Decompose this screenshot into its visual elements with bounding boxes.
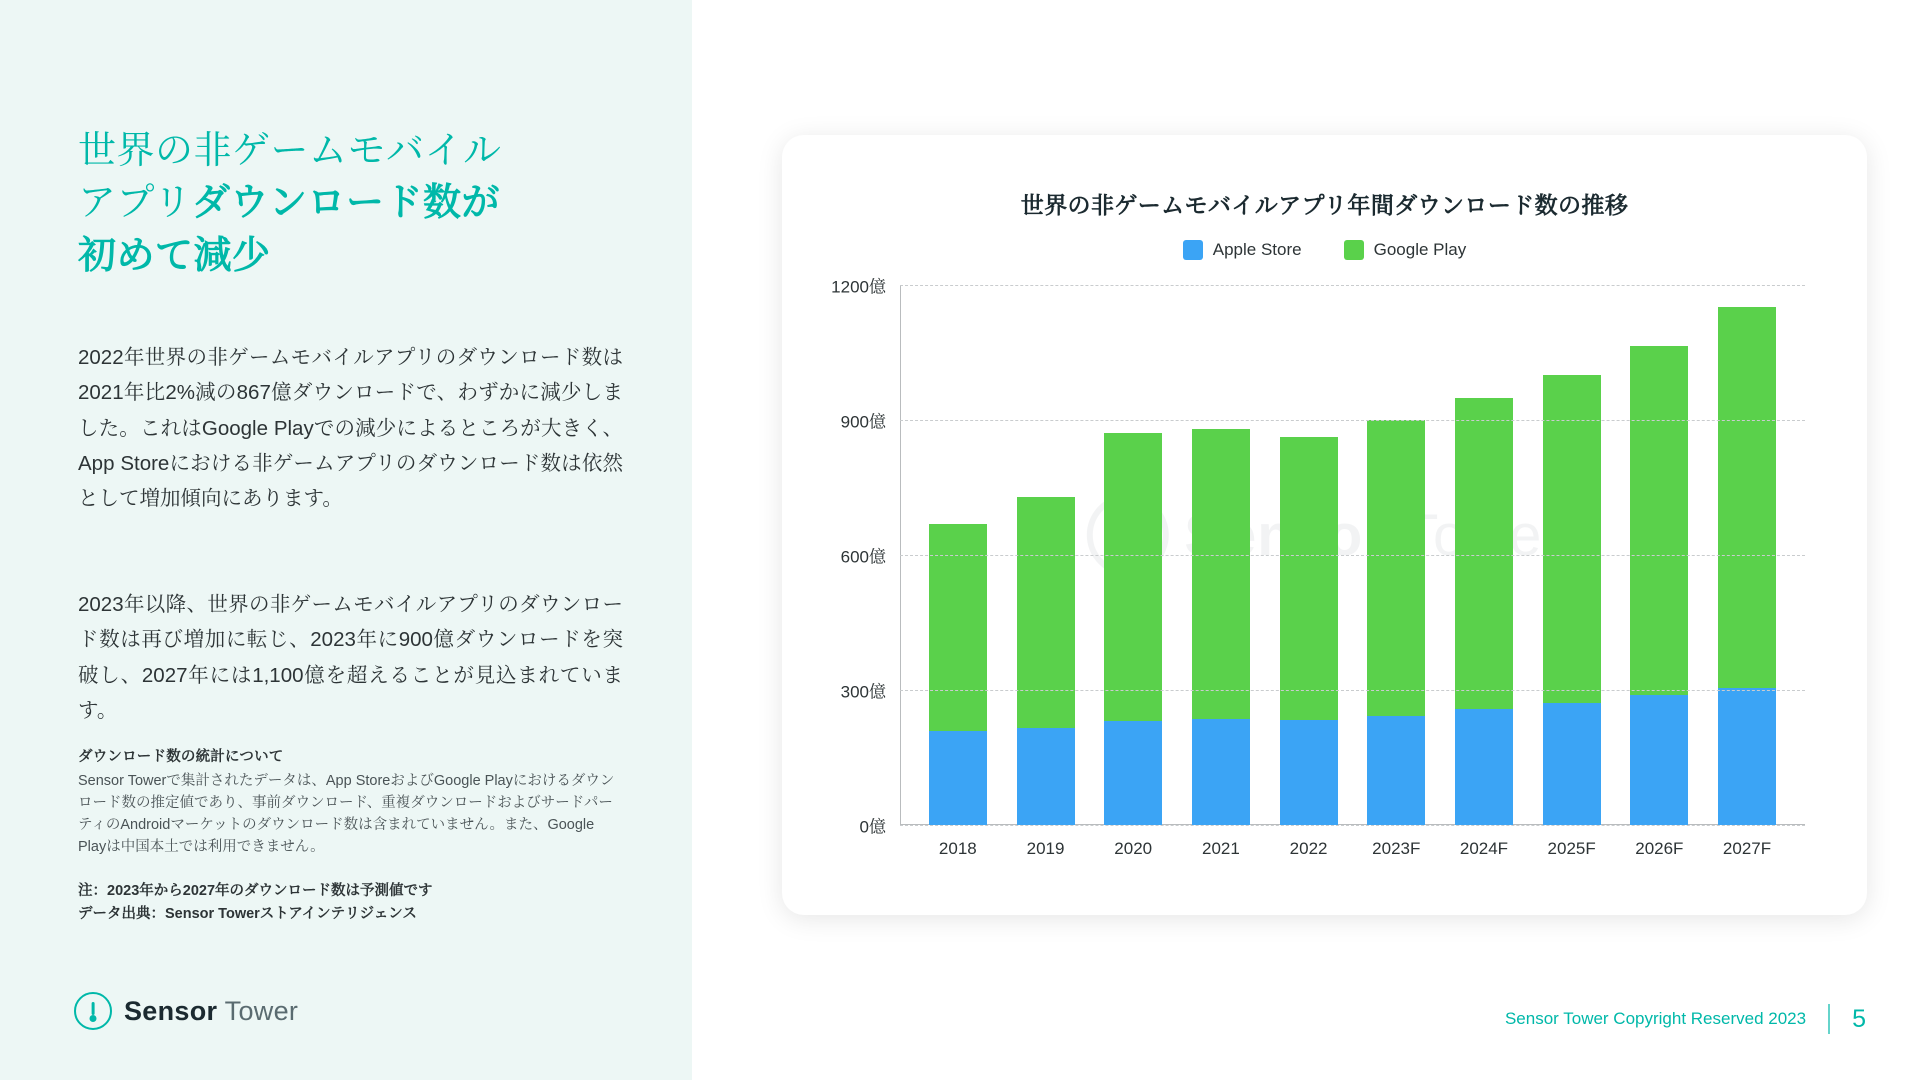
chart-legend	[782, 240, 1867, 260]
legend-swatch-icon	[1344, 240, 1364, 260]
data-source-line: データ出典：Sensor Towerストアインテリジェンス	[78, 906, 417, 923]
x-axis-tick-label: 2021	[1201, 839, 1240, 858]
forecast-note	[78, 880, 623, 926]
gridline	[900, 285, 1805, 286]
chart-plot-area	[831, 277, 1805, 858]
legend-item[interactable]	[1344, 240, 1467, 260]
bar-segment-google-play[interactable]	[1630, 346, 1688, 696]
legend-swatch-icon	[1183, 240, 1203, 260]
bar-segment-google-play[interactable]	[1455, 398, 1513, 709]
headline-line-3: 初めて減少	[78, 234, 271, 277]
gridline	[900, 555, 1805, 556]
x-axis-tick-label: 2025F	[1547, 839, 1596, 858]
legend-item[interactable]	[1183, 240, 1302, 260]
headline-line-2-light: アプリ	[78, 182, 192, 225]
x-axis-tick-label: 2020	[1114, 839, 1153, 858]
y-axis-tick-label: 600億	[840, 547, 886, 567]
page-title	[78, 125, 638, 282]
logo-text-bold: Sensor	[124, 995, 218, 1026]
x-axis-tick-label: 2026F	[1635, 839, 1684, 858]
bar-segment-apple-store[interactable]	[1630, 695, 1688, 825]
x-axis-tick-label: 2027F	[1722, 839, 1772, 858]
y-axis-tick-label: 1200億	[831, 277, 886, 297]
x-axis-tick-label: 2018	[938, 839, 977, 858]
x-axis-tick-label: 2022	[1289, 839, 1328, 858]
sensor-tower-logo	[74, 992, 298, 1030]
chart-title: 世界の非ゲームモバイルアプリ年間ダウンロード数の推移	[1020, 192, 1629, 218]
chart-card	[782, 135, 1867, 915]
footer-divider	[1828, 1004, 1830, 1034]
bar-segment-apple-store[interactable]	[1017, 728, 1075, 825]
bar-segment-apple-store[interactable]	[1543, 703, 1601, 825]
bar-segment-google-play[interactable]	[1104, 433, 1162, 721]
bar-segment-google-play[interactable]	[1280, 437, 1338, 720]
statistics-note-title: ダウンロード数の統計について	[78, 749, 284, 765]
sensor-tower-logo-icon	[74, 992, 112, 1030]
legend-label: Google Play	[1373, 240, 1467, 259]
bar-segment-google-play[interactable]	[1367, 420, 1425, 716]
bar-segment-apple-store[interactable]	[1192, 719, 1250, 825]
headline-line-1: 世界の非ゲームモバイル	[78, 130, 502, 172]
bar-segment-google-play[interactable]	[1543, 375, 1601, 703]
logo-text-light: Tower	[217, 995, 299, 1026]
bar-segment-apple-store[interactable]	[1718, 688, 1776, 825]
y-axis-tick-label: 300億	[840, 682, 886, 702]
bar-segment-apple-store[interactable]	[1104, 721, 1162, 825]
footer	[1505, 1004, 1866, 1034]
y-axis-tick-label: 900億	[840, 412, 886, 432]
x-axis-tick-label: 2019	[1026, 839, 1065, 858]
forecast-note-line: 注：2023年から2027年のダウンロード数は予測値です	[78, 883, 433, 899]
x-axis-tick-label: 2024F	[1459, 839, 1509, 858]
body-paragraph-1: 2022年世界の非ゲームモバイルアプリのダウンロード数は2021年比2%減の867億ダウンロードで、わずかに減少しました。これはGoogle Playでの減少によるところが大きく、App Storeにおける非ゲームアプリのダウンロード数は依然として増加傾向にあります。	[78, 346, 623, 510]
body-paragraph-2: 2023年以降、世界の非ゲームモバイルアプリのダウンロード数は再び増加に転じ、2023年に900億ダウンロードを突破し、2027年には1,100億を超えることが見込まれています。	[78, 593, 623, 722]
bar-segment-apple-store[interactable]	[1455, 709, 1513, 825]
x-axis-tick-label: 2023F	[1372, 839, 1421, 858]
footer-copyright: Sensor Tower Copyright Reserved 2023	[1504, 1009, 1807, 1028]
gridline	[900, 825, 1805, 826]
headline-line-2-bold: ダウンロード数が	[191, 182, 500, 225]
y-axis-tick-label: 0億	[859, 817, 886, 837]
bar-segment-google-play[interactable]	[1718, 307, 1776, 688]
left-text-panel	[0, 0, 692, 1080]
bar-segment-apple-store[interactable]	[929, 731, 987, 826]
bar-segment-apple-store[interactable]	[1367, 716, 1425, 825]
gridline	[900, 690, 1805, 691]
statistics-note-body: Sensor Towerで集計されたデータは、App StoreおよびGoogle Playにおけるダウンロード数の推定値であり、事前ダウンロード、重複ダウンロードおよびサードパーティのAndroidマーケットのダウンロード数は含まれていません。また、Google Playは中国本土では利用できません。	[78, 773, 615, 856]
gridline	[900, 420, 1805, 421]
bar-segment-google-play[interactable]	[1192, 429, 1250, 719]
x-axis-labels	[900, 839, 1805, 859]
right-chart-panel	[692, 0, 1920, 1080]
page-number: 5	[1852, 1004, 1866, 1033]
statistics-note	[78, 745, 623, 858]
bar-segment-google-play[interactable]	[1017, 497, 1075, 729]
legend-label: Apple Store	[1212, 240, 1302, 259]
sensor-tower-logo-text	[124, 996, 298, 1027]
bar-segment-apple-store[interactable]	[1280, 720, 1338, 825]
